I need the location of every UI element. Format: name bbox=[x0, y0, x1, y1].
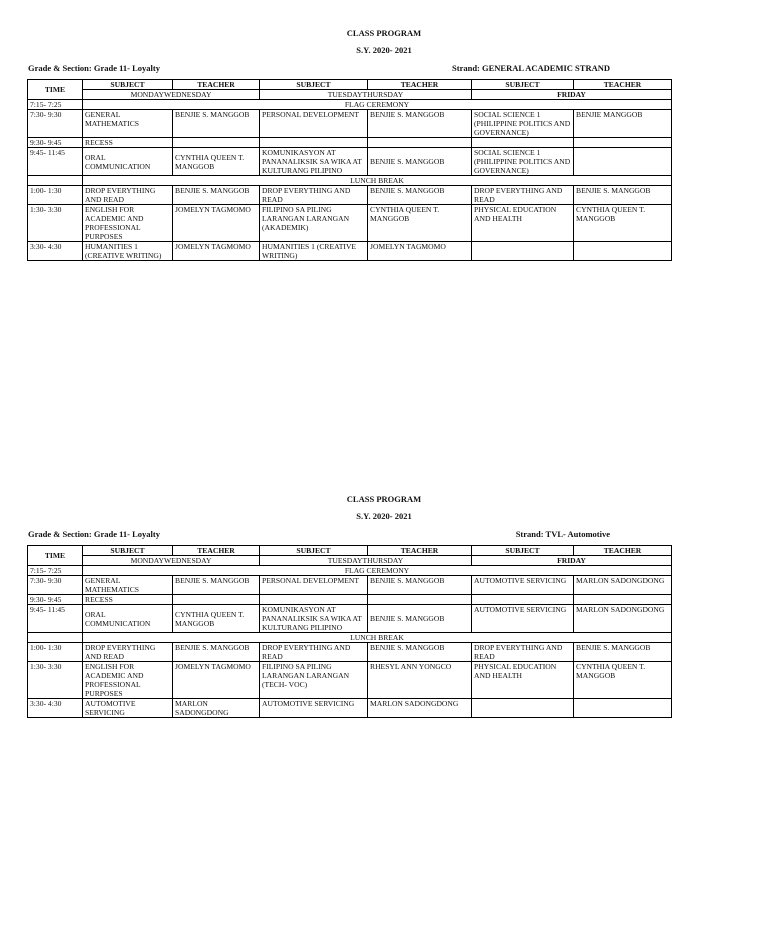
subject-cell: AUTOMOTIVE SERVICING bbox=[472, 605, 574, 633]
time-cell: 3:30- 4:30 bbox=[28, 242, 83, 261]
subject-cell: KOMUNIKASYON AT PANANALIKSIK SA WIKA AT KULTURANG PILIPINO bbox=[260, 605, 368, 633]
subject-cell: DROP EVERYTHING AND READ bbox=[260, 643, 368, 662]
table-row bbox=[28, 148, 672, 176]
time-cell: 9:45- 11:45 bbox=[28, 148, 83, 176]
table-row bbox=[28, 595, 672, 605]
subject-cell: DROP EVERYTHING AND READ bbox=[83, 186, 173, 205]
subject-cell: FILIPINO SA PILING LARANGAN LARANGAN (TECH- VOC) bbox=[260, 662, 368, 699]
subject-cell: DROP EVERYTHING AND READ bbox=[472, 186, 574, 205]
teacher-cell: JOMELYN TAGMOMO bbox=[173, 205, 260, 242]
teacher-cell: BENJIE S. MANGGOB bbox=[574, 643, 672, 662]
teacher-cell: CYNTHIA QUEEN T. MANGGOB bbox=[368, 205, 472, 242]
subject-cell: ORAL COMMUNICATION bbox=[83, 605, 173, 633]
subject-cell: DROP EVERYTHING AND READ bbox=[260, 186, 368, 205]
time-cell: 7:15- 7:25 bbox=[28, 566, 83, 576]
table-row bbox=[28, 176, 672, 186]
day-header-tt: TUESDAYTHURSDAY bbox=[260, 90, 472, 100]
school-year: S.Y. 2020- 2021 bbox=[356, 511, 412, 521]
time-cell: 9:30- 9:45 bbox=[28, 595, 83, 605]
teacher-cell: BENJIE S. MANGGOB bbox=[368, 576, 472, 595]
teacher-header: TEACHER bbox=[368, 80, 472, 90]
table-row bbox=[28, 100, 672, 110]
day-header-tt: TUESDAYTHURSDAY bbox=[260, 556, 472, 566]
time-cell: 7:15- 7:25 bbox=[28, 100, 83, 110]
subject-cell: AUTOMOTIVE SERVICING bbox=[83, 699, 173, 718]
table-row bbox=[28, 138, 672, 148]
time-header: TIME bbox=[28, 80, 83, 100]
subject-header: SUBJECT bbox=[260, 546, 368, 556]
subject-header: SUBJECT bbox=[472, 546, 574, 556]
teacher-cell: JOMELYN TAGMOMO bbox=[368, 242, 472, 261]
header-row bbox=[28, 546, 672, 556]
day-header-mw: MONDAYWEDNESDAY bbox=[83, 90, 260, 100]
flag-ceremony: FLAG CEREMONY bbox=[83, 100, 672, 110]
table-row bbox=[28, 605, 672, 633]
lunch-break: LUNCH BREAK bbox=[83, 176, 672, 186]
subject-cell: HUMANITIES 1 (CREATIVE WRITING) bbox=[83, 242, 173, 261]
teacher-cell: BENJIE S. MANGGOB bbox=[368, 148, 472, 176]
time-cell: 9:45- 11:45 bbox=[28, 605, 83, 633]
subject-cell: SOCIAL SCIENCE 1 (PHILIPPINE POLITICS AND GOVERNANCE) bbox=[472, 110, 574, 138]
grade-section: Grade & Section: Grade 11- Loyalty bbox=[28, 63, 160, 73]
strand: Strand: GENERAL ACADEMIC STRAND bbox=[452, 63, 610, 73]
subject-cell: AUTOMOTIVE SERVICING bbox=[472, 576, 574, 595]
flag-ceremony: FLAG CEREMONY bbox=[83, 566, 672, 576]
time-cell: 7:30- 9:30 bbox=[28, 576, 83, 595]
header-row bbox=[28, 80, 672, 90]
teacher-cell bbox=[574, 699, 672, 718]
subject-cell: PHYSICAL EDUCATION AND HEALTH bbox=[472, 662, 574, 699]
time-cell: 3:30- 4:30 bbox=[28, 699, 83, 718]
table-row bbox=[28, 633, 672, 643]
subject-cell: PHYSICAL EDUCATION AND HEALTH bbox=[472, 205, 574, 242]
time-cell: 9:30- 9:45 bbox=[28, 138, 83, 148]
teacher-cell: BENJIE S. MANGGOB bbox=[173, 576, 260, 595]
strand: Strand: TVL- Automotive bbox=[515, 529, 610, 539]
schedule-table bbox=[27, 545, 672, 718]
teacher-cell: CYNTHIA QUEEN T. MANGGOB bbox=[173, 605, 260, 633]
grade-section: Grade & Section: Grade 11- Loyalty bbox=[28, 529, 160, 539]
teacher-cell: CYNTHIA QUEEN T. MANGGOB bbox=[574, 662, 672, 699]
teacher-cell: JOMELYN TAGMOMO bbox=[173, 662, 260, 699]
time-cell: 1:30- 3:30 bbox=[28, 205, 83, 242]
table-row bbox=[28, 662, 672, 699]
teacher-cell: JOMELYN TAGMOMO bbox=[173, 242, 260, 261]
subject-header: SUBJECT bbox=[83, 546, 173, 556]
subject-cell: GENERAL MATHEMATICS bbox=[83, 576, 173, 595]
teacher-cell: CYNTHIA QUEEN T. MANGGOB bbox=[574, 205, 672, 242]
teacher-cell bbox=[574, 148, 672, 176]
day-header-fri: FRIDAY bbox=[472, 90, 672, 100]
teacher-cell: BENJIE S. MANGGOB bbox=[368, 643, 472, 662]
table-row bbox=[28, 576, 672, 595]
subject-cell: HUMANITIES 1 (CREATIVE WRITING) bbox=[260, 242, 368, 261]
day-header-mw: MONDAYWEDNESDAY bbox=[83, 556, 260, 566]
time-cell: 1:00- 1:30 bbox=[28, 643, 83, 662]
subject-cell: ENGLISH FOR ACADEMIC AND PROFESSIONAL PURPOSES bbox=[83, 662, 173, 699]
lunch-break: LUNCH BREAK bbox=[83, 633, 672, 643]
table-row bbox=[28, 205, 672, 242]
subject-cell: ORAL COMMUNICATION bbox=[83, 148, 173, 176]
teacher-cell bbox=[574, 242, 672, 261]
time-cell: 1:00- 1:30 bbox=[28, 186, 83, 205]
subject-cell: FILIPINO SA PILING LARANGAN LARANGAN (AKADEMIK) bbox=[260, 205, 368, 242]
subject-cell: DROP EVERYTHING AND READ bbox=[472, 643, 574, 662]
recess-cell: RECESS bbox=[83, 595, 173, 605]
teacher-header: TEACHER bbox=[173, 80, 260, 90]
subject-cell: ENGLISH FOR ACADEMIC AND PROFESSIONAL PURPOSES bbox=[83, 205, 173, 242]
teacher-cell: BENJIE S. MANGGOB bbox=[368, 605, 472, 633]
subject-cell: KOMUNIKASYON AT PANANALIKSIK SA WIKA AT KULTURANG PILIPINO bbox=[260, 148, 368, 176]
table-row bbox=[28, 186, 672, 205]
subject-cell: GENERAL MATHEMATICS bbox=[83, 110, 173, 138]
subject-header: SUBJECT bbox=[472, 80, 574, 90]
subject-cell: PERSONAL DEVELOPMENT bbox=[260, 110, 368, 138]
teacher-cell: BENJIE S. MANGGOB bbox=[173, 110, 260, 138]
teacher-cell: BENJIE S. MANGGOB bbox=[173, 186, 260, 205]
table-row bbox=[28, 110, 672, 138]
recess-cell: RECESS bbox=[83, 138, 173, 148]
time-cell: 7:30- 9:30 bbox=[28, 110, 83, 138]
day-header-row bbox=[28, 90, 672, 100]
schedule-table bbox=[27, 79, 672, 261]
time-header: TIME bbox=[28, 546, 83, 566]
subject-cell: AUTOMOTIVE SERVICING bbox=[260, 699, 368, 718]
subject-header: SUBJECT bbox=[83, 80, 173, 90]
table-row bbox=[28, 699, 672, 718]
subject-cell: PERSONAL DEVELOPMENT bbox=[260, 576, 368, 595]
teacher-cell: BENJIE S. MANGGOB bbox=[574, 186, 672, 205]
subject-header: SUBJECT bbox=[260, 80, 368, 90]
subject-cell: SOCIAL SCIENCE 1 (PHILIPPINE POLITICS AND GOVERNANCE) bbox=[472, 148, 574, 176]
school-year: S.Y. 2020- 2021 bbox=[356, 45, 412, 55]
day-header-row bbox=[28, 556, 672, 566]
teacher-cell: BENJIE S. MANGGOB bbox=[173, 643, 260, 662]
teacher-cell: RHESYL ANN YONGCO bbox=[368, 662, 472, 699]
teacher-cell: MARLON SADONGDONG bbox=[173, 699, 260, 718]
day-header-fri: FRIDAY bbox=[472, 556, 672, 566]
subject-cell bbox=[472, 242, 574, 261]
teacher-cell: MARLON SADONGDONG bbox=[368, 699, 472, 718]
table-row bbox=[28, 566, 672, 576]
program-title: CLASS PROGRAM bbox=[346, 494, 422, 504]
table-row bbox=[28, 242, 672, 261]
teacher-cell: BENJIE S. MANGGOB bbox=[368, 110, 472, 138]
program-title: CLASS PROGRAM bbox=[346, 28, 422, 38]
teacher-header: TEACHER bbox=[368, 546, 472, 556]
time-cell: 1:30- 3:30 bbox=[28, 662, 83, 699]
teacher-cell: MARLON SADONGDONG bbox=[574, 576, 672, 595]
teacher-cell: MARLON SADONGDONG bbox=[574, 605, 672, 633]
teacher-header: TEACHER bbox=[173, 546, 260, 556]
teacher-cell: BENJIE S. MANGGOB bbox=[368, 186, 472, 205]
teacher-header: TEACHER bbox=[574, 80, 672, 90]
teacher-header: TEACHER bbox=[574, 546, 672, 556]
teacher-cell: BENJIE MANGGOB bbox=[574, 110, 672, 138]
subject-cell: DROP EVERYTHING AND READ bbox=[83, 643, 173, 662]
teacher-cell: CYNTHIA QUEEN T. MANGGOB bbox=[173, 148, 260, 176]
subject-cell bbox=[472, 699, 574, 718]
table-row bbox=[28, 643, 672, 662]
